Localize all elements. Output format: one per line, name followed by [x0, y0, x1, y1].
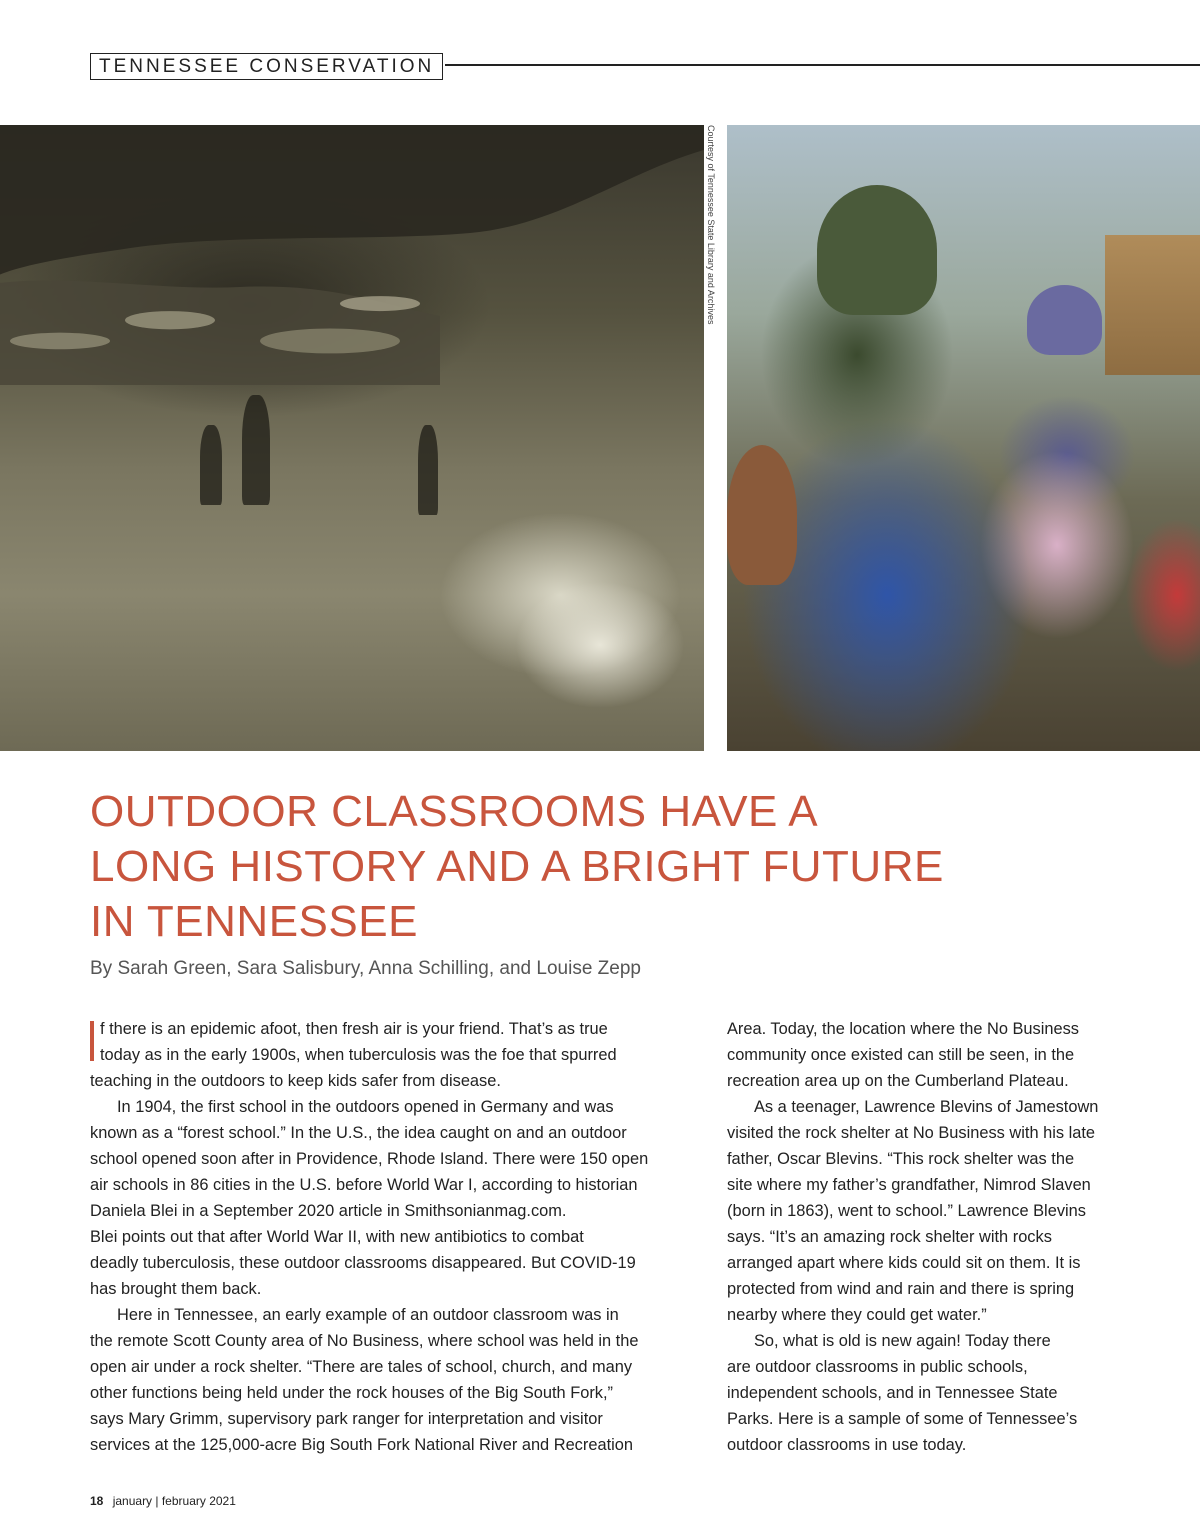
text-line: deadly tuberculosis, these outdoor classrooms disappeared. But COVID-19: [90, 1254, 636, 1272]
photo-credit: Courtesy of Tennessee State Library and Archives: [706, 125, 716, 325]
text-line: are outdoor classrooms in public schools,: [727, 1358, 1028, 1376]
text-line: As a teenager, Lawrence Blevins of Jamestown: [754, 1098, 1099, 1116]
text-line: In 1904, the first school in the outdoors opened in Germany and was: [117, 1098, 614, 1116]
text-line: known as a “forest school.” In the U.S., the idea caught on and an outdoor: [90, 1124, 627, 1142]
header-rule: [445, 64, 1200, 66]
text-line: visited the rock shelter at No Business with his late: [727, 1124, 1096, 1142]
child-head-graphic: [727, 445, 797, 585]
text-line: says Mary Grimm, supervisory park ranger for interpretation and visitor: [90, 1410, 603, 1428]
text-line: protected from wind and rain and there is spring: [727, 1280, 1075, 1298]
text-line: So, what is old is new again! Today there: [754, 1332, 1051, 1350]
text-line: arranged apart where kids could sit on them. It is: [727, 1254, 1081, 1272]
knit-hat-graphic: [817, 185, 937, 315]
title-line: LONG HISTORY AND A BRIGHT FUTURE: [90, 842, 944, 891]
right-column: [727, 1016, 1137, 1458]
rock-overhang-graphic: [0, 125, 704, 385]
text-line: community once existed can still be seen, in the: [727, 1046, 1075, 1064]
text-line: today as in the early 1900s, when tuberculosis was the foe that spurred: [100, 1046, 617, 1064]
text-line: recreation area up on the Cumberland Plateau.: [727, 1072, 1069, 1090]
wooden-shed: [1105, 235, 1200, 375]
text-line: teaching in the outdoors to keep kids safer from disease.: [90, 1072, 501, 1090]
page-footer: [90, 1494, 236, 1508]
text-line: school opened soon after in Providence, Rhode Island. There were 150 open: [90, 1150, 649, 1168]
article-title: [90, 784, 1140, 949]
text-line: f there is an epidemic afoot, then fresh air is your friend. That’s as true: [100, 1020, 608, 1038]
text-line: father, Oscar Blevins. “This rock shelter was the: [727, 1150, 1075, 1168]
text-line: outdoor classrooms in use today.: [727, 1436, 967, 1454]
text-line: nearby where they could get water.”: [727, 1306, 987, 1324]
text-line: Here in Tennessee, an early example of an outdoor classroom was in: [117, 1306, 619, 1324]
section-header: [90, 53, 443, 80]
person-figure: [418, 425, 438, 515]
text-line: the remote Scott County area of No Business, where school was held in the: [90, 1332, 639, 1350]
text-line: Parks. Here is a sample of some of Tennessee’s: [727, 1410, 1078, 1428]
text-line: has brought them back.: [90, 1280, 262, 1298]
text-line: independent schools, and in Tennessee State: [727, 1384, 1058, 1402]
byline: By Sarah Green, Sara Salisbury, Anna Schilling, and Louise Zepp: [90, 958, 641, 979]
text-line: Daniela Blei in a September 2020 article in Smithsonianmag.com.: [90, 1202, 567, 1220]
text-line: other functions being held under the rock houses of the Big South Fork,”: [90, 1384, 613, 1402]
text-line: says. “It’s an amazing rock shelter with rocks: [727, 1228, 1052, 1246]
section-label: TENNESSEE CONSERVATION: [99, 55, 435, 77]
historic-rock-shelter-photo: [0, 125, 704, 751]
text-line: services at the 125,000-acre Big South Fork National River and Recreation: [90, 1436, 633, 1454]
issue-date: january | february 2021: [112, 1494, 236, 1508]
text-line: (born in 1863), went to school.” Lawrence Blevins: [727, 1202, 1086, 1220]
page-number: 18: [90, 1494, 104, 1508]
text-line: air schools in 86 cities in the U.S. before World War I, according to historian: [90, 1176, 638, 1194]
knit-hat-graphic: [1027, 285, 1102, 355]
children-outdoor-class-photo: [727, 125, 1200, 751]
person-figure: [242, 395, 270, 505]
text-line: open air under a rock shelter. “There are tales of school, church, and many: [90, 1358, 633, 1376]
title-line: OUTDOOR CLASSROOMS HAVE A: [90, 787, 819, 836]
text-line: Blei points out that after World War II, with new antibiotics to combat: [90, 1228, 584, 1246]
person-figure: [200, 425, 222, 505]
text-line: site where my father’s grandfather, Nimrod Slaven: [727, 1176, 1091, 1194]
text-line: Area. Today, the location where the No Business: [727, 1020, 1079, 1038]
title-line: IN TENNESSEE: [90, 897, 418, 946]
left-column: [90, 1016, 704, 1458]
